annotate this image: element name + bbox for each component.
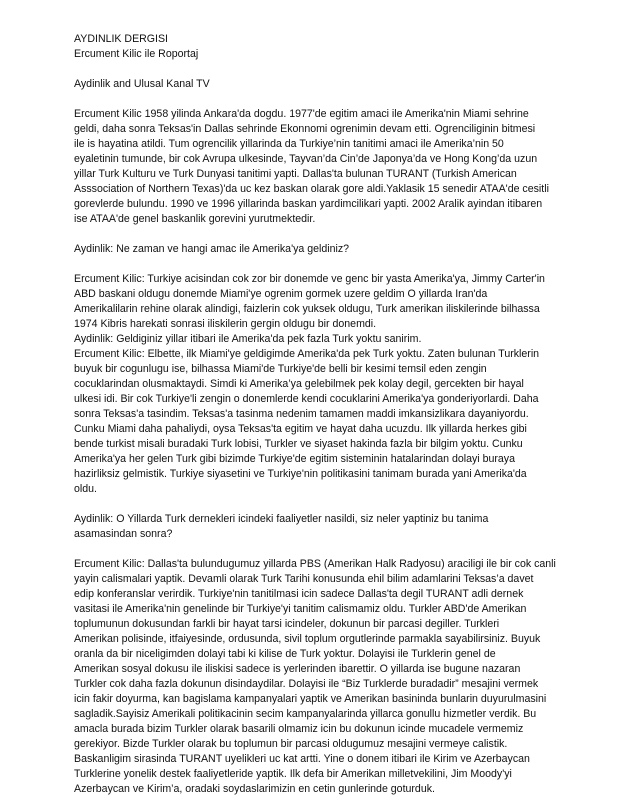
- text-line: Asssociation of Northern Texas)'da uc kez baskan olarak gore aldi.Yaklasik 15 senedir ATAA'de cesitli: [74, 183, 549, 195]
- text-line: ile is hayatina atildi. Tum ogrencilik yillarinda da Turkiye’nin tanitimi amaci ile Amerika’nin 50: [74, 138, 504, 150]
- text-line: gerekiyor. Bizde Turkler olarak bu toplumun bir parcasi oldugumuz mesajini vermeye calistik.: [74, 738, 508, 750]
- text-line: Amerika'ya her gelen Turk gibi bizimde Turkiye'de egitim sisteminin hatalarindan dolayi buraya: [74, 453, 515, 465]
- article-body: [74, 107, 598, 797]
- text-line: ulkesi idi. Bir cok Turkiye'li zengin o donemlerde kendi cocuklarini Amerika'ya gonderiyorlardi. Daha: [74, 393, 539, 405]
- text-line: geldi, daha sonra Teksas'in Dallas sehrinde Ekonnomi ogrenimin devam etti. Ogrenciliginin bitmesi: [74, 123, 536, 135]
- text-line: Amerikan polisinde, itfaiyesinde, ordusunda, sivil toplum orgutlerinde parmakla sayabilirsiniz. Buyuk: [74, 633, 541, 645]
- text-line: Ercument Kilic: Dallas'ta bulundugumuz yillarda PBS (Amerikan Halk Radyosu) araciligi ile bir cok canli: [74, 558, 556, 570]
- paragraph: [74, 512, 598, 542]
- text-line: vasitasi ile Amerika'nin genelinde bir Turkiye'yi tanitim calismamiz oldu. Turkler ABD'de Amerikan: [74, 603, 527, 615]
- text-line: ABD baskani oldugu donemde Miami'ye ogrenim gormek uzere geldim O yillarda Iran'da: [74, 288, 488, 300]
- text-line: 1974 Kibris harekati sonrasi iliskilerin gergin oldugu bir donemdi.: [74, 318, 377, 330]
- spacer: [74, 257, 598, 272]
- text-line: cocuklarindan olusmaktaydi. Simdi ki Amerika’ya gelebilmek pek kolay degil, gercekten bir hayal: [74, 378, 524, 390]
- text-line: sagladik.Sayisiz Amerikali politikacinin secim kampanyalarinda yillarca gonullu hizmetler verdik. Bu: [74, 708, 537, 720]
- text-line: Aydinlik: Geldiginiz yillar itibari ile Amerika'da pek fazla Turk yoktu sanirim.: [74, 333, 422, 345]
- text-line: Ercument Kilic: Elbette, ilk Miami'ye geldigimde Amerika'da pek Turk yoktu. Zaten bulunan Turklerin: [74, 348, 540, 360]
- text-line: eyaletinin tumunde, bir cok Avrupa ulkesinde, Tayvan’da Cin’de Japonya’da ve Hong Kong’da uzun: [74, 153, 538, 165]
- text-line: Turklerine yonelik destek faaliyetleride yaptik. Ilk defa bir Amerikan milletvekilini, Jim Moody'yi: [74, 768, 512, 780]
- paragraph: [74, 557, 598, 797]
- text-line: Ercument Kilic: Turkiye acisindan cok zor bir donemde ve genc bir yasta Amerika'ya, Jimmy Carter'in: [74, 273, 545, 285]
- outlets-line: Aydinlik and Ulusal Kanal TV: [74, 78, 210, 90]
- spacer: [74, 497, 598, 512]
- text-line: hazirliksiz gelmistik. Turkiye siyasetini ve Turkiye'nin politikasini tanimam burada yani Amerika'da: [74, 468, 527, 480]
- text-line: sonra Teksas'a tasindim. Teksas'a tasinma nedenim tamamen maddi imkansizlikara dayaniyordu.: [74, 408, 529, 420]
- text-line: bende turkist misali buradaki Turk lobisi, Turkler ve siyaset hakinda fazla bir bilgim yoktu. Cunku: [74, 438, 523, 450]
- spacer: [74, 542, 598, 557]
- text-line: amacla burada bizim Turkler olarak basarili olmamiz icin bu dokunun icinde mucadele vermemiz: [74, 723, 524, 735]
- text-line: oranla da bir niceligimden dolayi tabi ki kilise de Turk yoktur. Dolayisi ile Turklerin genel de: [74, 648, 496, 660]
- spacer: [74, 92, 598, 107]
- paragraph: [74, 242, 598, 257]
- text-line: yayin calismalari yaptik. Devamli olarak Turk Tarihi konusunda ehil bilim adamlarini Teksas’a davet: [74, 573, 534, 585]
- text-line: Amerikalilarin rehine olarak alindigi, faizlerin cok yuksek oldugu, Turk amerikan iliskilerinde bilhassa: [74, 303, 540, 315]
- text-line: Ercument Kilic 1958 yilinda Ankara'da dogdu. 1977'de egitim amaci ile Amerika'nin Miami sehrine: [74, 108, 529, 120]
- paragraph: [74, 272, 598, 497]
- text-line: Turkler cok daha fazla dokunun disindaydilar. Dolayisi ile “Biz Turklerde buradadir” mesajini vermek: [74, 678, 539, 690]
- text-line: Cunku Miami daha pahaliydi, oysa Teksas'ta egitim ve hayat daha ucuzdu. Ilk yillarda herkes gibi: [74, 423, 527, 435]
- text-line: asamasindan sonra?: [74, 528, 173, 540]
- text-line: oldu.: [74, 483, 97, 495]
- text-line: Aydinlik: Ne zaman ve hangi amac ile Amerika'ya geldiniz?: [74, 243, 350, 255]
- text-line: buyuk bir cogunlugu ise, bilhassa Miami'de Turkiye'de belli bir kesimi temsil eden zengin: [74, 363, 487, 375]
- text-line: gorevlerde bulundu. 1990 ve 1996 yillarinda baskan yardimcilikari yapti. 2002 Aralik ayindan itibaren: [74, 198, 543, 210]
- paragraph: [74, 107, 598, 227]
- text-line: Azerbaycan ve Kirim’a, oradaki soydaslarimizin en cetin gunlerinde goturduk.: [74, 783, 435, 795]
- text-line: icin fakir doyurma, kan bagislama kampanyalari yaptik ve Amerikan basininda bunlarin duyurulmasini: [74, 693, 547, 705]
- text-line: edip konferanslar verirdik. Turkiye'nin tanitilmasi icin sadece Dallas'ta degil TURANT adli dernek: [74, 588, 524, 600]
- text-line: yillar Turk Kulturu ve Turk Dunyasi tanitimi yapti. Dallas'ta bulunan TURANT (Turkish American: [74, 168, 517, 180]
- text-line: Aydinlik: O Yillarda Turk dernekleri icindeki faaliyetler nasildi, siz neler yaptiniz bu tanima: [74, 513, 489, 525]
- text-line: Baskanligim sirasinda TURANT uyelikleri uc kat artti. Yine o donem itibari ile Kirim ve Azerbaycan: [74, 753, 530, 765]
- interview-subtitle: Ercument Kilic ile Roportaj: [74, 48, 199, 60]
- text-line: Amerikan sosyal dokusu ile iliskisi sadece is yerlerinden ibarettir. O yillarda ise bugune nazaran: [74, 663, 521, 675]
- spacer: [74, 227, 598, 242]
- magazine-title: AYDINLIK DERGISI: [74, 33, 168, 45]
- text-line: ise ATAA'de genel baskanlik gorevini yurutmektedir.: [74, 213, 316, 225]
- spacer: [74, 62, 598, 77]
- text-line: toplumunun dokusundan farkli bir hayat tarsi icindeler, dokunun bir parcasi degiller. Turkleri: [74, 618, 500, 630]
